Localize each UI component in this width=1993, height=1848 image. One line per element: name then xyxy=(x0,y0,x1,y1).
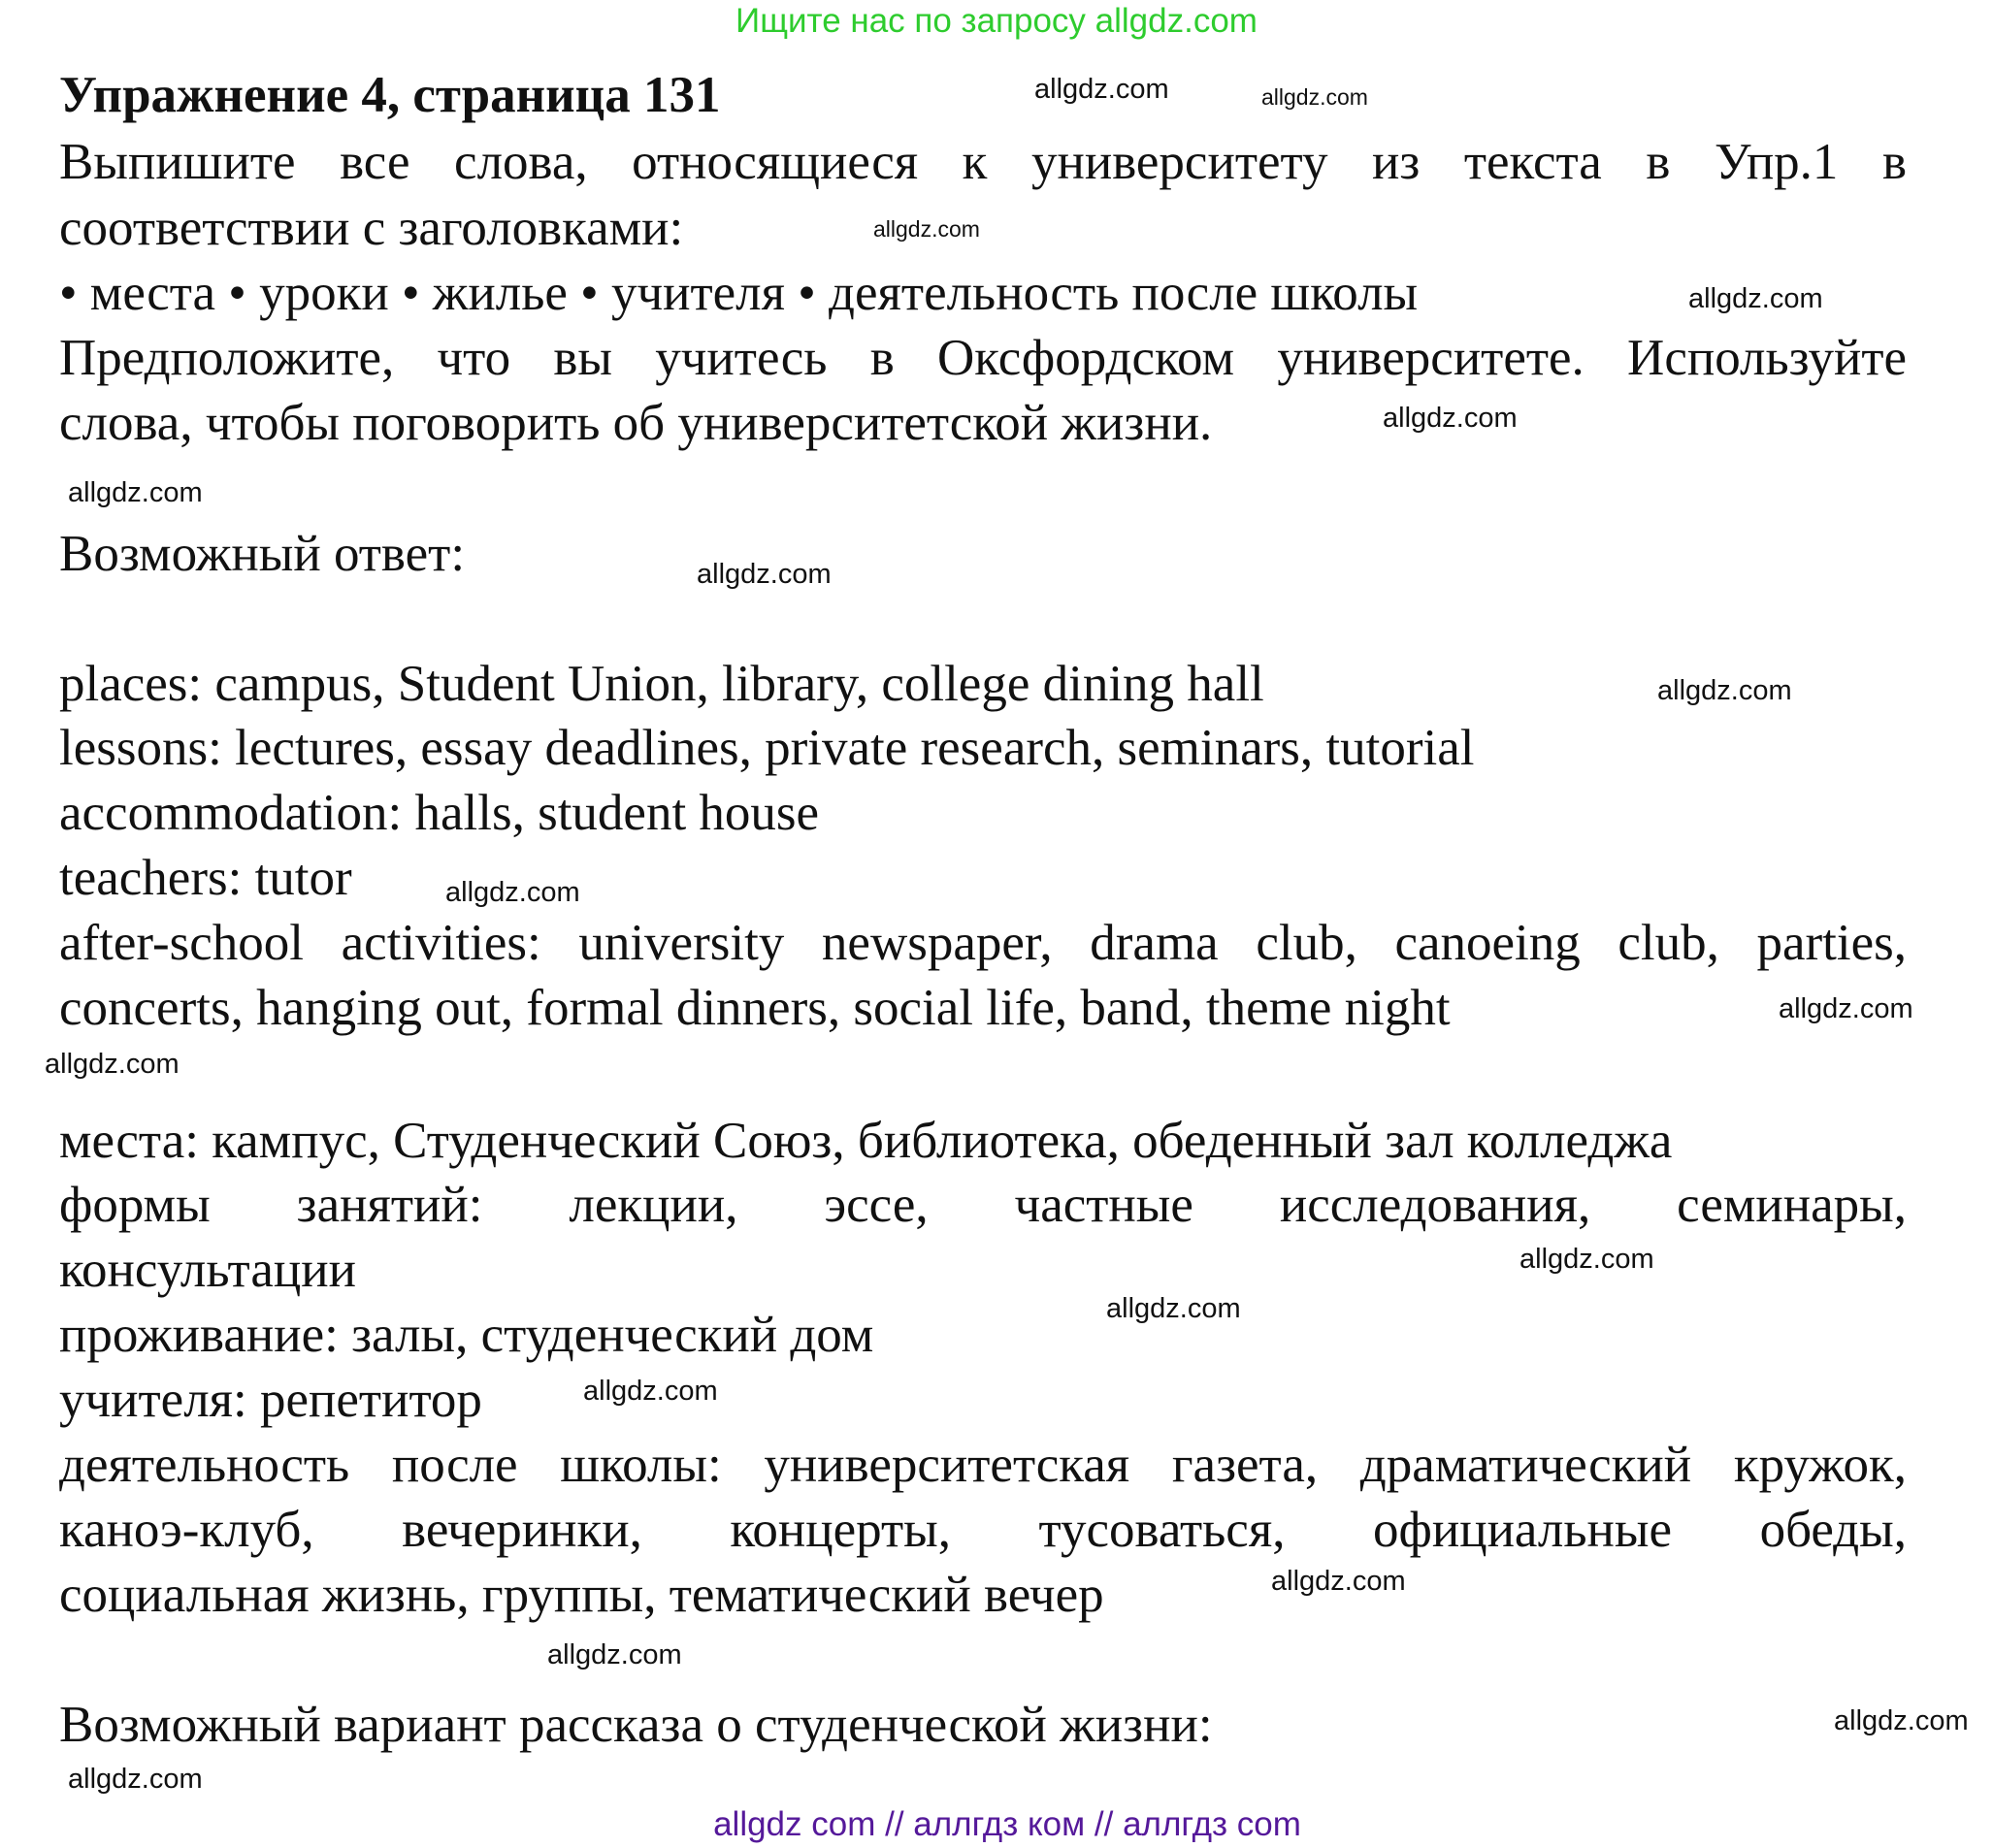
watermark: allgdz.com xyxy=(547,1639,682,1670)
english-line: accommodation: halls, student house xyxy=(59,785,820,841)
watermark: allgdz.com xyxy=(1271,1566,1406,1597)
watermark: allgdz.com xyxy=(68,477,203,508)
english-line: lessons: lectures, essay deadlines, private research, seminars, tutorial xyxy=(59,720,1475,776)
russian-line: учителя: репетитор xyxy=(59,1372,482,1428)
russian-line: проживание: залы, студенческий дом xyxy=(59,1307,874,1363)
russian-line: деятельность после школы: университетская газета, драматический кружок, xyxy=(59,1437,1907,1493)
task-line: слова, чтобы поговорить об университетской жизни. xyxy=(59,395,1213,451)
watermark: allgdz.com xyxy=(1519,1244,1654,1275)
watermark: allgdz.com xyxy=(1034,74,1169,105)
watermark: allgdz.com xyxy=(1657,675,1792,706)
task-line: Выпишите все слова, относящиеся к университету из текста в Упр.1 в xyxy=(59,134,1907,190)
watermark: allgdz.com xyxy=(68,1764,203,1795)
russian-line: каноэ-клуб, вечеринки, концерты, тусоваться, официальные обеды, xyxy=(59,1502,1907,1558)
watermark: allgdz.com xyxy=(583,1376,718,1407)
watermark: allgdz.com xyxy=(45,1049,180,1080)
watermark: allgdz.com xyxy=(1688,283,1823,314)
top-banner-link[interactable]: Ищите нас по запросу allgdz.com xyxy=(735,2,1258,40)
story-heading: Возможный вариант рассказа о студенческой жизни: xyxy=(59,1697,1213,1753)
task-line: • места • уроки • жилье • учителя • деятельность после школы xyxy=(59,265,1419,321)
footer-link[interactable]: allgdz com // аллгдз ком // аллгдз com xyxy=(713,1805,1301,1843)
watermark: allgdz.com xyxy=(1106,1293,1241,1324)
english-line: after-school activities: university newspaper, drama club, canoeing club, parties, xyxy=(59,915,1907,971)
page-title: Упражнение 4, страница 131 xyxy=(59,67,721,123)
russian-line: места: кампус, Студенческий Союз, библиотека, обеденный зал колледжа xyxy=(59,1113,1673,1169)
watermark: allgdz.com xyxy=(873,216,980,242)
task-line: Предположите, что вы учитесь в Оксфордском университете. Используйте xyxy=(59,330,1907,386)
watermark: allgdz.com xyxy=(1779,993,1913,1024)
watermark: allgdz.com xyxy=(697,559,832,590)
english-line: places: campus, Student Union, library, college dining hall xyxy=(59,656,1264,712)
watermark: allgdz.com xyxy=(445,877,580,908)
english-line: teachers: tutor xyxy=(59,850,352,906)
answer-heading: Возможный ответ: xyxy=(59,526,466,582)
russian-line: социальная жизнь, группы, тематический вечер xyxy=(59,1567,1104,1623)
watermark: allgdz.com xyxy=(1261,84,1368,110)
task-line: соответствии с заголовками: xyxy=(59,200,684,256)
watermark: allgdz.com xyxy=(1383,403,1518,434)
russian-line: консультации xyxy=(59,1242,356,1298)
watermark: allgdz.com xyxy=(1834,1705,1969,1736)
russian-line: формы занятий: лекции, эссе, частные исследования, семинары, xyxy=(59,1177,1907,1233)
english-line: concerts, hanging out, formal dinners, social life, band, theme night xyxy=(59,980,1451,1036)
